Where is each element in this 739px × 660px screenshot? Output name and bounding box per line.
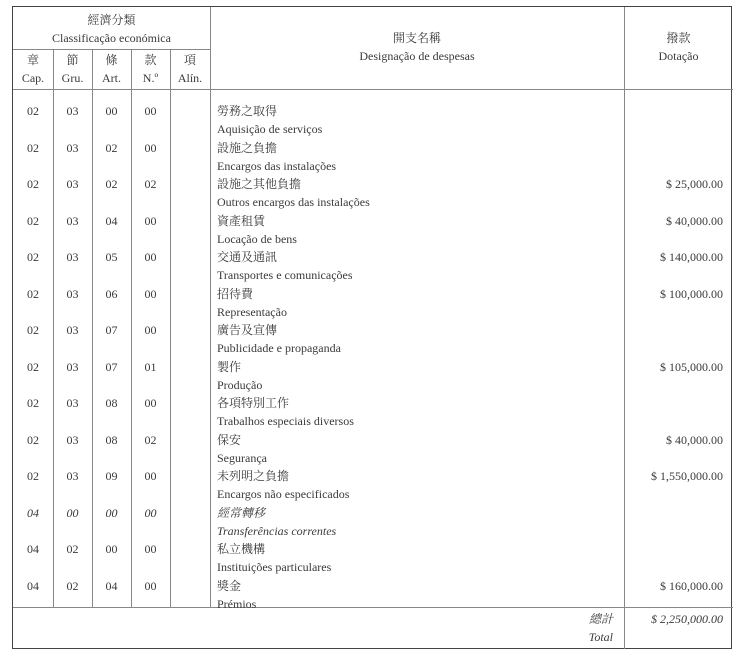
code-n: 00 <box>144 323 157 337</box>
budget-table <box>12 6 732 649</box>
amount: $ 40,000.00 <box>666 432 723 447</box>
designation-zh: 未列明之負擔 <box>217 469 290 483</box>
designation-header <box>210 29 624 65</box>
code-gru: 03 <box>66 104 79 118</box>
code-n: 00 <box>144 396 157 410</box>
table-row <box>13 497 733 538</box>
designation-zh: 各項特別工作 <box>217 396 290 410</box>
table-row <box>13 132 733 173</box>
amount: $ 1,550,000.00 <box>651 469 723 483</box>
code-art: 05 <box>105 250 118 264</box>
code-gru: 00 <box>66 505 79 520</box>
column-header-pt: N.º <box>142 71 159 85</box>
designation-zh: 獎金 <box>217 578 242 593</box>
table-row <box>13 424 733 465</box>
column-header <box>53 51 92 87</box>
amount: $ 105,000.00 <box>660 359 723 374</box>
designation-zh: 交通及通訊 <box>217 250 278 264</box>
code-cap: 02 <box>27 469 39 483</box>
designation-zh: 經常轉移 <box>217 505 266 520</box>
table-body <box>13 95 733 611</box>
table-row <box>13 168 733 210</box>
code-art: 06 <box>105 286 118 301</box>
code-n: 00 <box>144 542 157 556</box>
designation-pt: Prémios <box>217 596 257 611</box>
table-row <box>13 205 733 246</box>
code-art: 08 <box>105 432 118 447</box>
total-pt: Total <box>588 630 613 644</box>
designation-pt: Segurança <box>217 450 267 465</box>
column-header <box>13 51 53 87</box>
code-art: 02 <box>105 140 118 155</box>
code-cap: 04 <box>27 542 39 556</box>
code-gru: 02 <box>66 542 79 556</box>
designation-zh: 廣告及宣傳 <box>217 323 278 337</box>
code-cap: 02 <box>27 140 39 155</box>
designation-pt: Produção <box>217 377 263 392</box>
amount: $ 140,000.00 <box>660 250 723 264</box>
code-art: 07 <box>105 323 118 337</box>
designation-pt: Instituições particulares <box>217 560 332 575</box>
amount: $ 100,000.00 <box>660 286 723 301</box>
designation-pt: Transferências correntes <box>217 523 337 538</box>
designation-pt: Representação <box>217 304 287 319</box>
column-header-pt: Cap. <box>21 71 45 85</box>
classification-header <box>13 11 210 47</box>
code-art: 00 <box>105 542 118 556</box>
designation-pt: Aquisição de serviços <box>217 122 323 137</box>
table-row <box>13 570 733 611</box>
designation-zh: 勞務之取得 <box>217 104 278 118</box>
code-cap: 02 <box>27 250 39 264</box>
classification-pt: Classificação económica <box>52 31 171 45</box>
code-cap: 02 <box>27 432 39 447</box>
code-n: 02 <box>144 177 157 191</box>
designation-pt: Encargos não especificados <box>217 487 350 502</box>
code-cap: 02 <box>27 213 39 228</box>
table-row <box>13 460 733 502</box>
designation-pt: Publicidade e propaganda <box>217 341 341 356</box>
code-art: 02 <box>105 177 118 191</box>
total-label <box>493 610 613 646</box>
designation <box>217 577 256 614</box>
table-row <box>13 533 733 575</box>
total-amount: $ 2,250,000.00 <box>651 612 723 626</box>
designation-pt: Outros encargos das instalações <box>217 195 370 210</box>
code-cap: 02 <box>27 323 39 337</box>
table-row <box>13 95 733 137</box>
code-gru: 03 <box>66 396 79 410</box>
code-gru: 03 <box>66 177 79 191</box>
column-header-zh: 節 <box>66 53 79 67</box>
code-gru: 03 <box>66 213 79 228</box>
amount-zh: 撥款 <box>666 31 691 45</box>
code-art: 00 <box>105 104 118 118</box>
table-row <box>13 387 733 429</box>
code-art: 04 <box>105 213 118 228</box>
designation-pt: Locação de bens <box>217 231 297 246</box>
code-cap: 02 <box>27 104 39 118</box>
code-art: 04 <box>105 578 118 593</box>
table-row <box>13 351 733 392</box>
column-header-pt: Alín. <box>177 71 203 85</box>
code-art: 00 <box>105 505 118 520</box>
code-art: 08 <box>105 396 118 410</box>
designation-zh: 開支名稱 <box>392 31 441 45</box>
code-cap: 02 <box>27 286 39 301</box>
code-gru: 03 <box>66 432 79 447</box>
designation-zh: 製作 <box>217 359 242 374</box>
total-zh: 總計 <box>588 612 613 626</box>
code-n: 00 <box>144 469 157 483</box>
designation-zh: 設施之其他負擔 <box>217 177 302 191</box>
amount: $ 25,000.00 <box>666 177 723 191</box>
code-n: 00 <box>144 578 157 593</box>
designation-zh: 資產租賃 <box>217 213 266 228</box>
designation-zh: 設施之負擔 <box>217 140 278 155</box>
code-n: 00 <box>144 250 157 264</box>
code-gru: 03 <box>66 250 79 264</box>
designation-zh: 招待費 <box>217 286 254 301</box>
column-header-zh: 條 <box>105 53 118 67</box>
code-cap: 02 <box>27 359 39 374</box>
column-header-pt: Gru. <box>61 71 84 85</box>
code-gru: 03 <box>66 469 79 483</box>
designation-zh: 私立機構 <box>217 542 266 556</box>
table-row <box>13 241 733 283</box>
code-n: 00 <box>144 213 157 228</box>
column-header-zh: 款 <box>144 53 157 67</box>
code-gru: 03 <box>66 140 79 155</box>
code-n: 00 <box>144 140 157 155</box>
classification-zh: 經濟分類 <box>87 13 136 27</box>
column-header-zh: 章 <box>26 53 39 67</box>
designation-pt: Transportes e comunicações <box>217 268 353 283</box>
column-header-pt: Art. <box>102 71 121 85</box>
code-n: 01 <box>144 359 157 374</box>
code-n: 00 <box>144 286 157 301</box>
table-row <box>13 278 733 319</box>
table-row <box>13 314 733 356</box>
code-cap: 02 <box>27 396 39 410</box>
code-gru: 02 <box>66 578 79 593</box>
column-header <box>170 51 210 87</box>
amount: $ 40,000.00 <box>666 213 723 228</box>
designation-pt: Encargos das instalações <box>217 158 337 173</box>
code-gru: 03 <box>66 323 79 337</box>
code-n: 00 <box>144 104 157 118</box>
code-cap: 02 <box>27 177 39 191</box>
column-header <box>92 51 131 87</box>
code-gru: 03 <box>66 359 79 374</box>
column-header <box>131 51 170 87</box>
amount-pt: Dotação <box>658 49 699 63</box>
code-art: 07 <box>105 359 118 374</box>
designation-pt: Designação de despesas <box>359 49 475 63</box>
column-header-zh: 項 <box>183 53 196 67</box>
code-art: 09 <box>105 469 118 483</box>
amount: $ 160,000.00 <box>660 578 723 593</box>
designation-zh: 保安 <box>217 432 242 447</box>
designation-pt: Trabalhos especiais diversos <box>217 414 354 429</box>
code-cap: 04 <box>27 505 39 520</box>
code-cap: 04 <box>27 578 39 593</box>
code-n: 02 <box>144 432 157 447</box>
amount-header <box>624 29 733 65</box>
code-gru: 03 <box>66 286 79 301</box>
code-n: 00 <box>144 505 157 520</box>
